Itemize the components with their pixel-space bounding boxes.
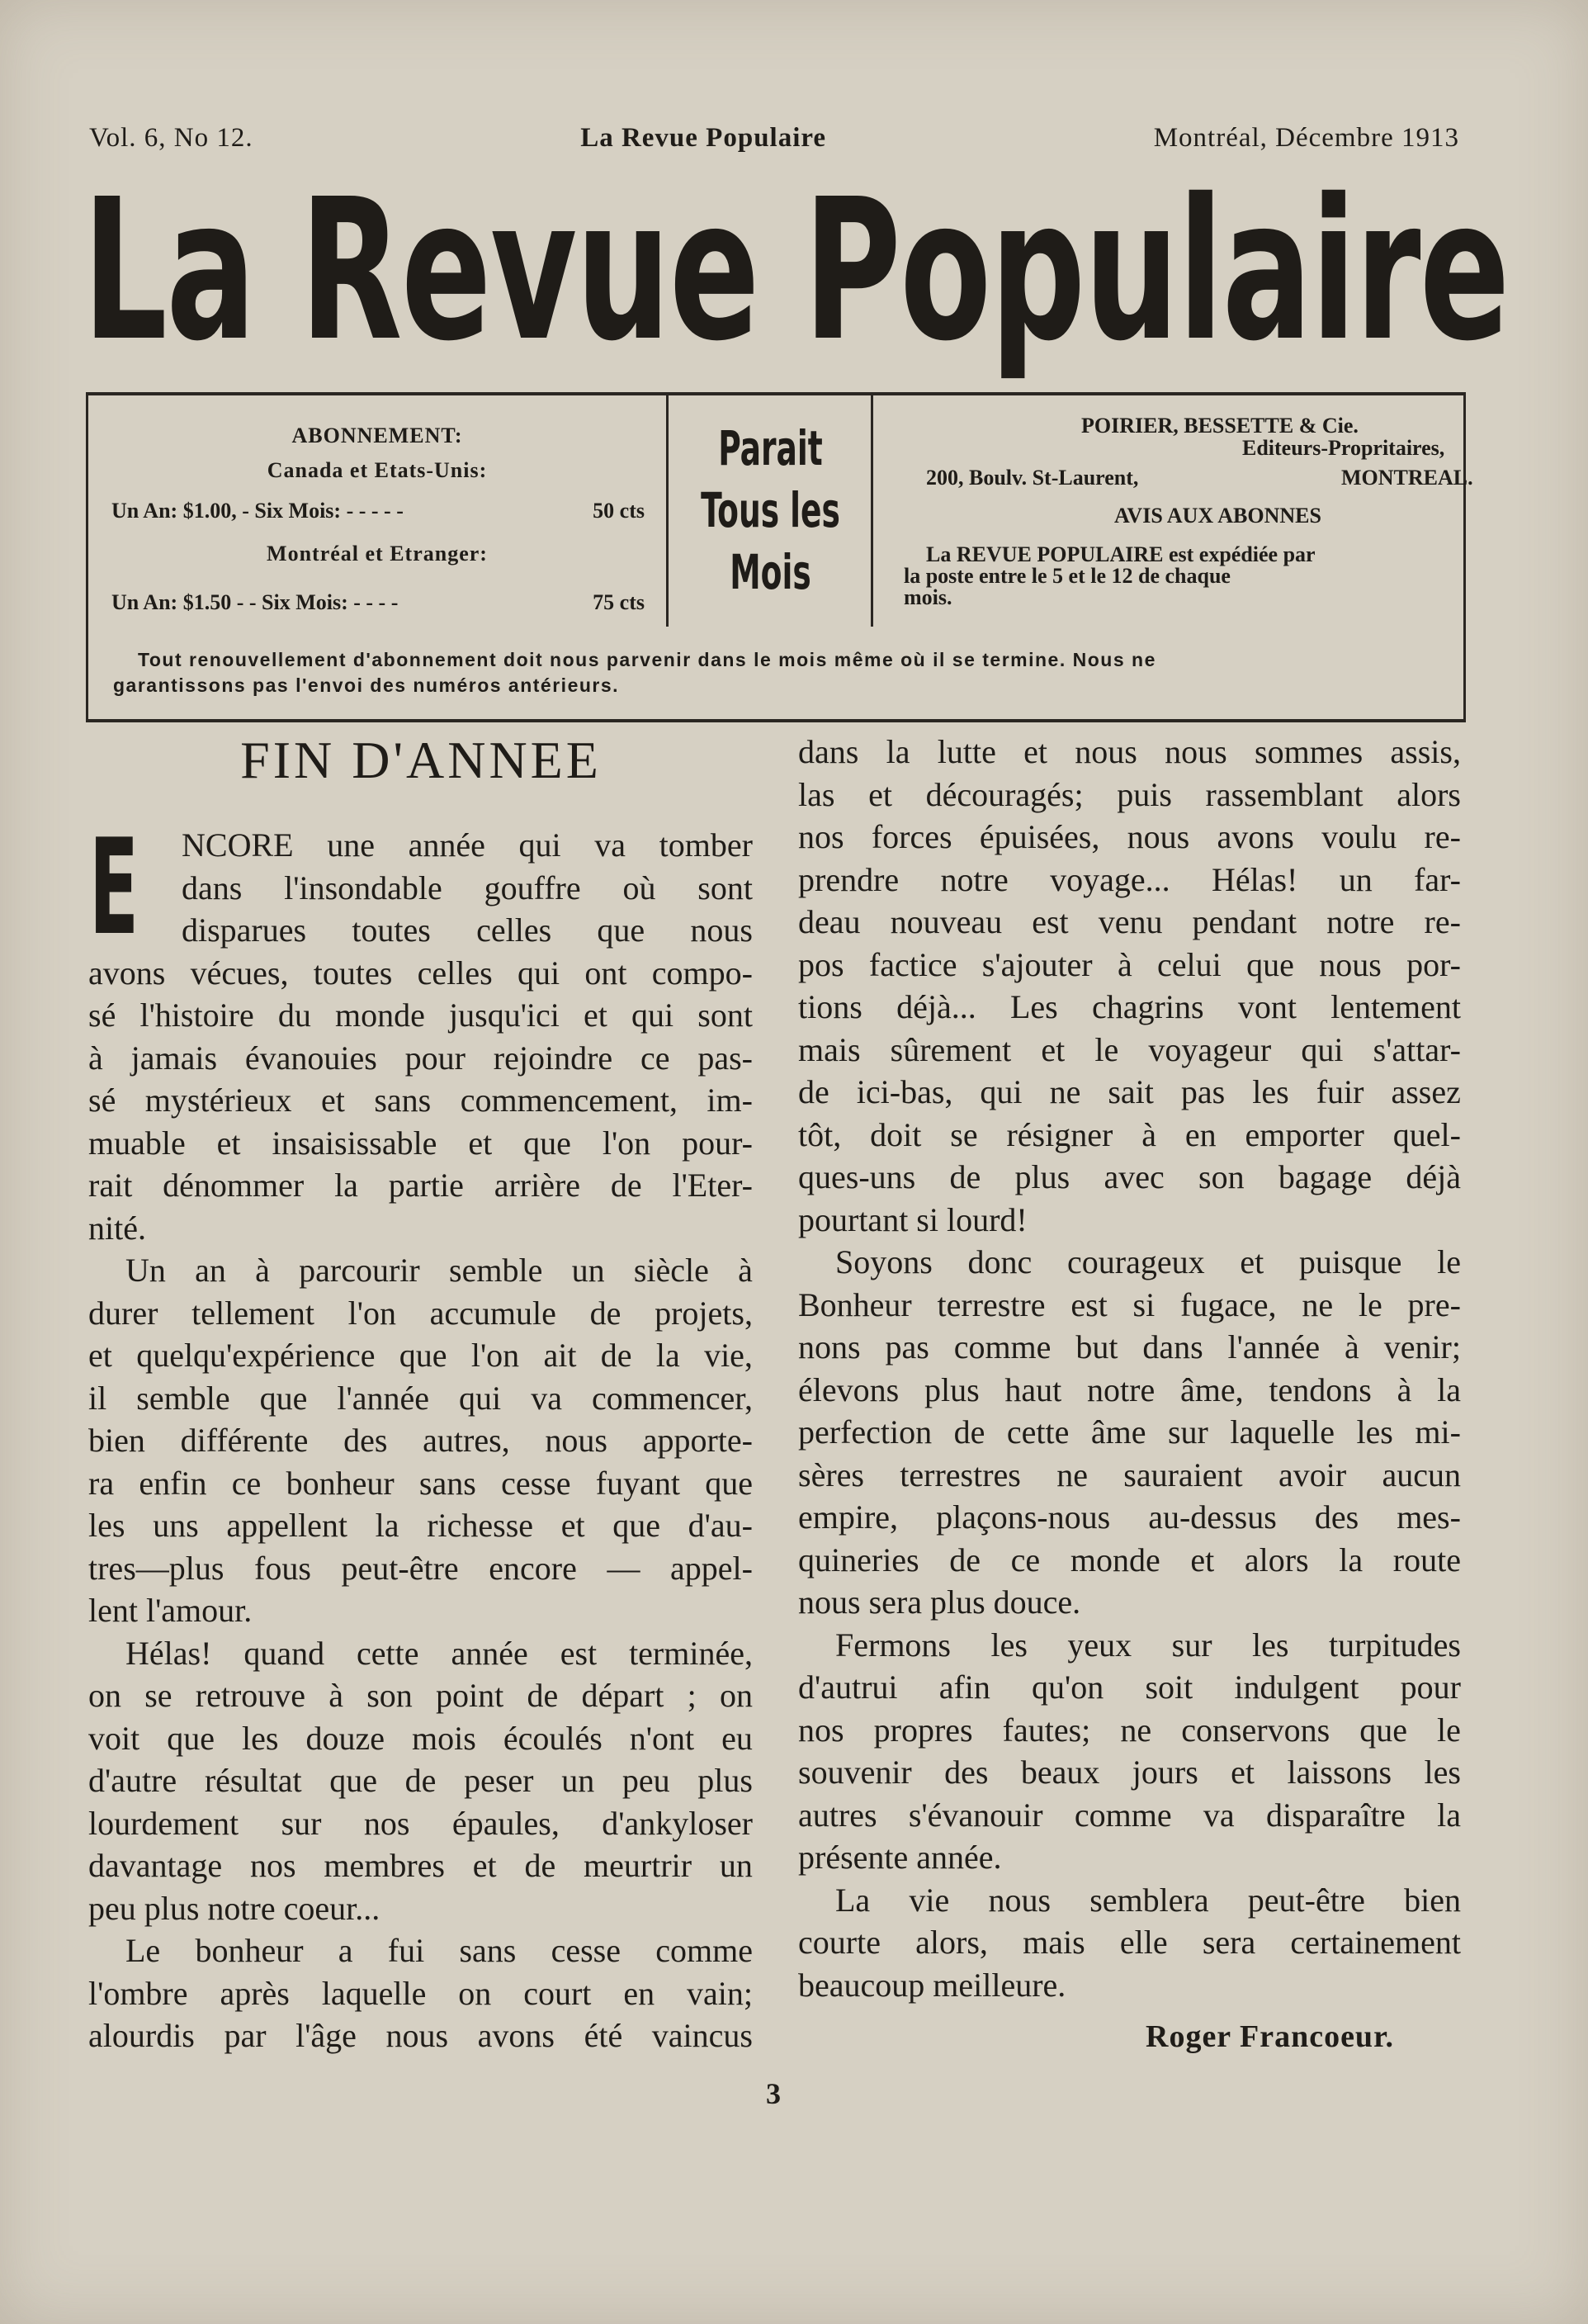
article-line: nons pas comme but dans l'année à venir; xyxy=(798,1328,1461,1366)
article-line: pos factice s'ajouter à celui que nous por- xyxy=(798,945,1461,983)
article-line: l'ombre après laquelle on court en vain; xyxy=(88,1974,753,2012)
renewal-notice xyxy=(113,647,1447,698)
subscription-rate-2 xyxy=(111,590,645,615)
article-line: bien différente des autres, nous apporte- xyxy=(88,1422,753,1459)
article-line: et quelqu'expérience que l'on ait de la vie, xyxy=(88,1337,753,1374)
article-left-column xyxy=(88,810,753,2057)
newspaper-title: La Revue Populaire xyxy=(83,157,1509,384)
dateline: Montréal, Décembre 1913 xyxy=(1153,122,1459,153)
article-line: Le bonheur a fui sans cesse comme xyxy=(125,1932,753,1969)
article-line: dans la lutte et nous nous sommes assis, xyxy=(798,733,1461,770)
article-line: empire, plaçons-nous au-dessus des mes- xyxy=(798,1498,1461,1536)
article-line: Fermons les yeux sur les turpitudes xyxy=(835,1626,1461,1664)
publisher-address: 200, Boulv. St-Laurent, xyxy=(926,466,1139,490)
author-signature: Roger Francoeur. xyxy=(1146,2019,1394,2054)
frequency-line-3: Mois xyxy=(730,544,811,600)
article-line: quineries de ce monde et alors la route xyxy=(798,1541,1461,1579)
avis-line-3: mois. xyxy=(904,585,952,609)
article-line: d'autrui afin qu'on soit indulgent pour xyxy=(798,1668,1461,1706)
article-line: sé mystérieux et sans commencement, im- xyxy=(88,1082,753,1119)
article-line: las et découragés; puis rassemblant alors xyxy=(798,775,1461,813)
article-line: beaucoup meilleure. xyxy=(798,1966,1066,2004)
avis-line-1: La REVUE POPULAIRE est expédiée par xyxy=(926,542,1316,566)
article-line: nous sera plus douce. xyxy=(798,1583,1081,1621)
article-line: voit que les douze mois écoulés n'ont eu xyxy=(88,1719,753,1757)
article-line: dans l'insondable gouffre où sont xyxy=(182,869,753,906)
subscription-infobox xyxy=(86,392,1473,722)
page-number: 3 xyxy=(766,2077,781,2110)
article-line: tions déjà... Les chagrins vont lentement xyxy=(798,988,1461,1025)
article-line: peu plus notre coeur... xyxy=(88,1889,380,1927)
article-line: NCORE une année qui va tomber xyxy=(182,826,753,864)
article-line: mais sûrement et le voyageur qui s'attar- xyxy=(798,1030,1461,1068)
article-line: d'autre résultat que de peser un peu plus xyxy=(88,1762,753,1799)
article-title: FIN D'ANNEE xyxy=(240,731,602,789)
article-line: Un an à parcourir semble un siècle à xyxy=(125,1252,753,1289)
article-line: rait dénommer la partie arrière de l'Eter- xyxy=(88,1167,753,1204)
article-line: durer tellement l'on accumule de projets, xyxy=(88,1294,753,1332)
article-line: davantage nos membres et de meurtrir un xyxy=(88,1847,753,1884)
subscription-region-1: Canada et Etats-Unis: xyxy=(267,458,488,482)
article-line: disparues toutes celles que nous xyxy=(182,911,753,949)
article-line: nos propres fautes; ne conservons que le xyxy=(798,1711,1461,1749)
article-line: élevons plus haut notre âme, tendons à la xyxy=(798,1370,1461,1408)
frequency-line-2: Tous les xyxy=(701,482,840,538)
article-line: sères terrestres ne sauraient avoir aucun xyxy=(798,1455,1461,1493)
article-line: à jamais évanouies pour rejoindre ce pas- xyxy=(88,1039,753,1077)
publisher-name: POIRIER, BESSETTE & Cie. xyxy=(1081,414,1359,438)
frequency-column xyxy=(670,395,873,627)
article-line: on se retrouve à son point de départ ; on xyxy=(88,1677,753,1714)
volume-number: Vol. 6, No 12. xyxy=(89,122,253,153)
subscription-heading: ABONNEMENT: xyxy=(291,424,463,447)
frequency-line-1: Parait xyxy=(718,420,823,476)
article-line: Soyons donc courageux et puisque le xyxy=(835,1243,1461,1280)
article-line: deau nouveau est venu pendant notre re- xyxy=(798,903,1461,940)
rate-1-value: 50 cts xyxy=(593,499,645,523)
subscription-column xyxy=(88,395,669,627)
rate-1-label: Un An: $1.00, - Six Mois: - - - - - xyxy=(111,499,404,523)
rate-2-label: Un An: $1.50 - - Six Mois: - - - - xyxy=(111,590,399,614)
article-line: avons vécues, toutes celles qui ont compo- xyxy=(88,954,753,992)
article-line: Bonheur terrestre est si fugace, ne le pre- xyxy=(798,1285,1461,1323)
publisher-city: MONTREAL. xyxy=(1341,466,1473,490)
rate-2-value: 75 cts xyxy=(593,590,645,614)
subscription-region-2: Montréal et Etranger: xyxy=(267,542,488,566)
article-line: Hélas! quand cette année est terminée, xyxy=(125,1634,753,1672)
avis-heading: AVIS AUX ABONNES xyxy=(1114,504,1321,528)
avis-line-2: la poste entre le 5 et le 12 de chaque xyxy=(904,564,1231,588)
article-right-column xyxy=(798,731,1461,2006)
article-line: prendre notre voyage... Hélas! un far- xyxy=(798,860,1461,898)
article-line: autres s'évanouir comme va disparaître la xyxy=(798,1796,1461,1834)
article-line: La vie nous semblera peut-être bien xyxy=(835,1881,1461,1919)
article-line: de ici-bas, qui ne sait pas les fuir assez xyxy=(798,1073,1461,1110)
article-line: perfection de cette âme sur laquelle les mi- xyxy=(798,1413,1461,1451)
article-line: ques-uns de plus avec son bagage déjà xyxy=(798,1158,1461,1195)
article-line: présente année. xyxy=(798,1839,1002,1876)
article-line: les uns appellent la richesse et que d'au- xyxy=(88,1507,753,1544)
subscription-rate-1 xyxy=(111,499,645,523)
article-line: nos forces épuisées, nous avons voulu re- xyxy=(798,818,1461,855)
article-line: tôt, doit se résigner à en emporter quel- xyxy=(798,1115,1461,1153)
publisher-role: Editeurs-Propritaires, xyxy=(1242,436,1445,460)
article-line: lourdement sur nos épaules, d'ankyloser xyxy=(88,1804,753,1842)
article-line: courte alors, mais elle sera certainement xyxy=(798,1924,1461,1961)
article-line: muable et insaisissable et que l'on pour- xyxy=(88,1124,753,1162)
article-line: pourtant si lourd! xyxy=(798,1200,1028,1238)
drop-cap: E xyxy=(89,810,139,964)
renewal-notice-line-1: Tout renouvellement d'abonnement doit nous parvenir dans le mois même où il se termine. Nous ne xyxy=(138,649,1156,670)
article-line: tres—plus fous peut-être encore — appel- xyxy=(88,1549,753,1587)
article-line: il semble que l'année qui va commencer, xyxy=(88,1379,753,1417)
article-line: souvenir des beaux jours et laissons les xyxy=(798,1754,1461,1791)
article-line: sé l'histoire du monde jusqu'ici et qui sont xyxy=(88,996,753,1034)
article-line: nité. xyxy=(88,1209,146,1247)
article-line: alourdis par l'âge nous avons été vaincus xyxy=(88,2017,753,2054)
renewal-notice-line-2: garantissons pas l'envoi des numéros antérieurs. xyxy=(113,674,620,696)
running-title: La Revue Populaire xyxy=(580,122,827,153)
article-line: ra enfin ce bonheur sans cesse fuyant que xyxy=(88,1464,753,1502)
article-line: lent l'amour. xyxy=(88,1592,253,1629)
publisher-column xyxy=(879,395,1473,627)
